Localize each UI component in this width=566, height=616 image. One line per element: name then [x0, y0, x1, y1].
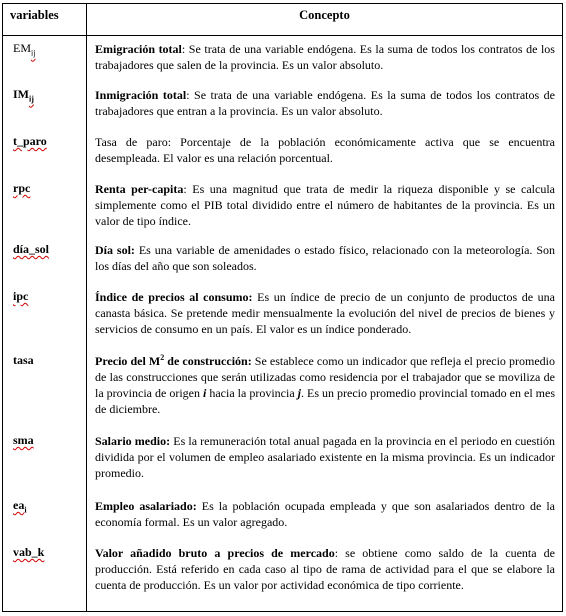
variable-name: $IM_{ij}$	[13, 87, 34, 104]
variable-name: vab_k	[13, 545, 45, 559]
variable-name: rpc	[13, 181, 31, 195]
variable-definition: Empleo asalariado: Es la población ocupada empleada y que son asalariados dentro de la economía formal. Es un valor agregado.	[95, 499, 555, 529]
variable-definition: Renta per-capita: Es una magnitud que trata de medir la riqueza disponible y se calcula simplemente como el PIB total dividido entre el número de habitantes de la provincia. Es un valor de tipo índice.	[95, 182, 555, 228]
variable-definition: Índice de precios al consumo: Es un índice de precio de un conjunto de productos de una canasta básica. Se pretende medir mensualmente la evolución del nivel de precios de bienes y servicios de consumo en un país. El valor es un índice ponderado.	[95, 290, 555, 336]
header-concepto: Concepto	[299, 8, 350, 22]
column-divider	[86, 4, 87, 611]
header-variables: variables	[10, 8, 59, 22]
variable-definition: Emigración total: Se trata de una variable endógena. Es la suma de todos los contratos de los trabajadores que salen de la provincia. Es un valor absoluto.	[95, 42, 555, 72]
variable-name: sma	[13, 433, 34, 447]
variable-name: tasa	[13, 353, 34, 367]
variable-name: ipc	[13, 289, 29, 303]
variable-definition: Tasa de paro: Porcentaje de la población económicamente activa que se encuentra desempleada. El valor es una relación porcentual.	[95, 135, 555, 165]
variable-name: t_paro	[13, 134, 47, 148]
variable-name: $EM_{ij}$	[13, 41, 36, 58]
variable-name: $ea_i$	[13, 498, 27, 515]
variable-definition: Precio del $M^2$ de construcción: Se establece como un indicador que refleja el precio promedio de las construcciones que serán utilizadas como residencia por el trabajador que se moviliza de la provincia de origen i hacia la provincia j. Es un precio promedio provincial tomado en el mes de diciembre.	[95, 353, 556, 416]
variable-definition: Salario medio: Es la remuneración total anual pagada en la provincia en el periodo en cuestión dividida por el volumen de empleo asalariado existente en la misma provincia. Es un indicador promedio.	[95, 434, 555, 480]
variable-definition: Inmigración total: Se trata de una variable endógena. Es la suma de todos los contratos de trabajadores que entran a la provincia. Es un valor absoluto.	[95, 88, 555, 118]
variable-name: día_sol	[13, 242, 50, 256]
variables-table	[2, 3, 563, 612]
header-divider	[3, 35, 562, 36]
variable-definition: Día sol: Es una variable de amenidades o estado físico, relacionado con la meteorología. Son los días del año que son soleados.	[95, 243, 555, 273]
variable-definition: Valor añadido bruto a precios de mercado: se obtiene como saldo de la cuenta de producción. Está referido en cada caso al tipo de rama de actividad para el que se elabore la cuenta de producción. Es un valor por actividad económica de tipo corriente.	[95, 546, 556, 592]
